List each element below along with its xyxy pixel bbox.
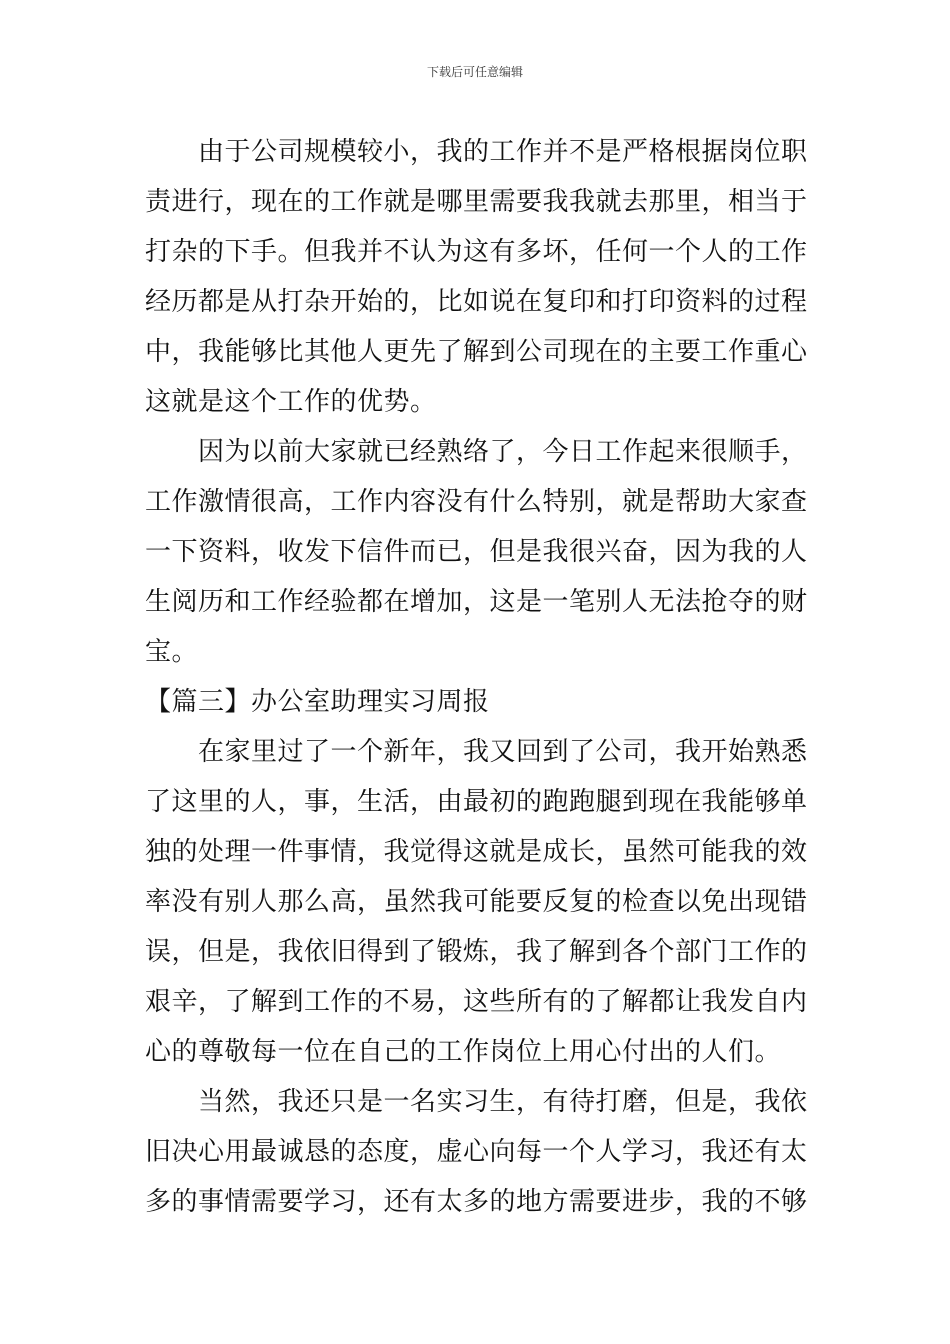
document-body bbox=[145, 127, 810, 1227]
text-line: 生阅历和工作经验都在增加，这是一笔别人无法抢夺的财 bbox=[145, 587, 808, 617]
text-line: 多的事情需要学习，还有太多的地方需要进步，我的不够 bbox=[145, 1187, 808, 1217]
text-line: 率没有别人那么高，虽然我可能要反复的检查以免出现错 bbox=[145, 887, 808, 917]
text-line: 了这里的人，事，生活，由最初的跑跑腿到现在我能够单 bbox=[145, 787, 808, 817]
text-line: 这就是这个工作的优势。 bbox=[145, 387, 437, 417]
text-line: 一下资料，收发下信件而已，但是我很兴奋，因为我的人 bbox=[145, 537, 808, 567]
text-line: 独的处理一件事情，我觉得这就是成长，虽然可能我的效 bbox=[145, 837, 808, 867]
text-line: 中，我能够比其他人更先了解到公司现在的主要工作重心 bbox=[145, 337, 808, 367]
text-line: 误，但是，我依旧得到了锻炼，我了解到各个部门工作的 bbox=[145, 937, 808, 967]
text-line: 责进行，现在的工作就是哪里需要我我就去那里，相当于 bbox=[145, 187, 808, 217]
text-line: 宝。 bbox=[145, 637, 199, 667]
text-line: 工作激情很高，工作内容没有什么特别，就是帮助大家查 bbox=[145, 487, 808, 517]
text-line: 因为以前大家就已经熟络了，今日工作起来很顺手， bbox=[198, 437, 808, 467]
text-line: 在家里过了一个新年，我又回到了公司，我开始熟悉 bbox=[198, 737, 808, 767]
text-line: 打杂的下手。但我并不认为这有多坏，任何一个人的工作 bbox=[145, 237, 808, 267]
text-line: 经历都是从打杂开始的，比如说在复印和打印资料的过程 bbox=[145, 287, 808, 317]
section-heading: 【篇三】办公室助理实习周报 bbox=[145, 687, 490, 717]
text-line: 旧决心用最诚恳的态度，虚心向每一个人学习，我还有太 bbox=[145, 1137, 808, 1167]
text-line: 由于公司规模较小，我的工作并不是严格根据岗位职 bbox=[198, 137, 808, 167]
page-header: 下载后可任意编辑 bbox=[426, 65, 523, 79]
text-line: 当然，我还只是一名实习生，有待打磨，但是，我依 bbox=[198, 1087, 808, 1117]
text-line: 艰辛，了解到工作的不易，这些所有的了解都让我发自内 bbox=[145, 987, 808, 1017]
text-line: 心的尊敬每一位在自己的工作岗位上用心付出的人们。 bbox=[145, 1037, 782, 1067]
